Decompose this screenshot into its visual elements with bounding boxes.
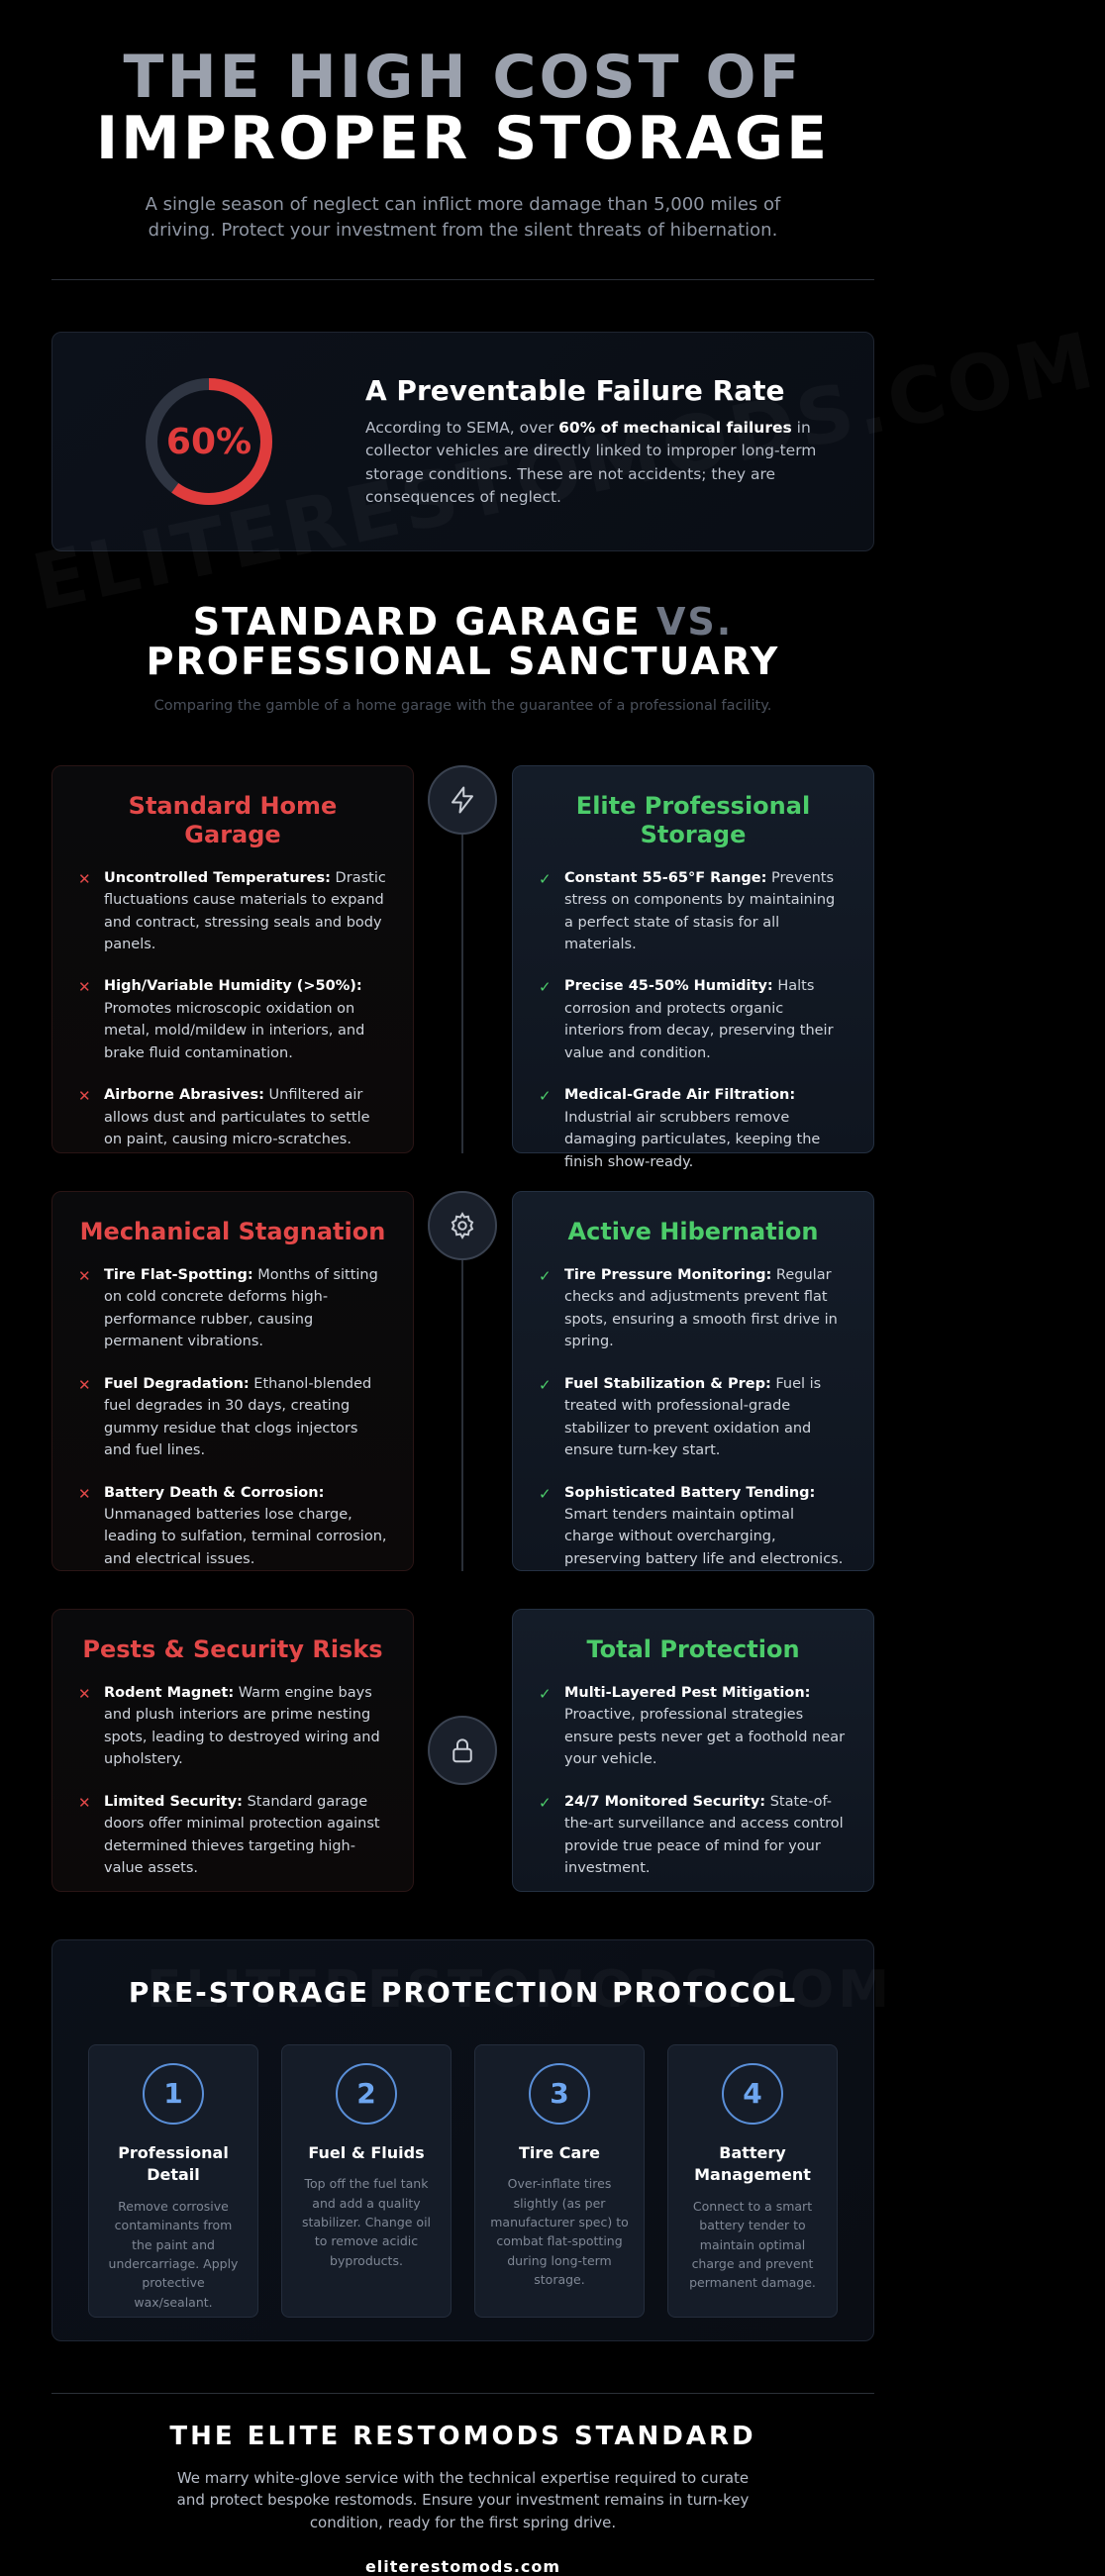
list-item: [539, 975, 848, 1064]
body-prefix: According to SEMA, over: [365, 419, 559, 438]
lightning-icon: [448, 785, 477, 815]
list-item: [539, 1264, 848, 1353]
list-item: [78, 1682, 387, 1771]
card-standard-garage: [51, 765, 414, 1153]
item-text: Halts corrosion and protects organic interiors from decay, preserving their value and condition.: [564, 978, 834, 1061]
x-icon: ✕: [78, 978, 91, 997]
protocol-step: [281, 2044, 452, 2318]
list-item: [539, 1084, 848, 1173]
x-icon: ✕: [78, 1793, 91, 1812]
item-text: Smart tenders maintain optimal charge without overcharging, preserving battery life and electronics.: [564, 1506, 844, 1567]
comparison-title-line2: PROFESSIONAL SANCTUARY: [146, 640, 780, 684]
protocol-step: [667, 2044, 838, 2318]
item-text: State-of-the-art surveillance and access control provide true peace of mind for your investment.: [564, 1793, 844, 1877]
list-item: [78, 867, 387, 956]
percent-label: 60%: [165, 421, 252, 462]
risk-list: [78, 1264, 387, 1571]
item-label: Airborne Abrasives:: [104, 1087, 264, 1104]
item-text: Unfiltered air allows dust and particulates to settle on paint, causing micro-scratches.: [104, 1087, 370, 1148]
item-label: Rodent Magnet:: [104, 1684, 235, 1701]
page-footer: [51, 2393, 874, 2576]
list-item: [78, 1791, 387, 1880]
risk-list: [78, 1682, 387, 1880]
protocol-step: [474, 2044, 645, 2318]
item-label: Constant 55-65°F Range:: [564, 869, 767, 886]
item-text: Ethanol-blended fuel degrades in 30 days, creating gummy residue that clogs injectors and fuel lines.: [104, 1375, 372, 1459]
comparison-header: [51, 600, 874, 714]
comparison-title: [51, 600, 874, 684]
x-icon: ✕: [78, 1684, 91, 1703]
comparison-title-part1: STANDARD GARAGE: [192, 600, 656, 644]
item-label: 24/7 Monitored Security:: [564, 1793, 766, 1810]
benefit-list: [539, 1264, 848, 1571]
comparison-row-security: [51, 1609, 874, 1892]
item-label: Precise 45-50% Humidity:: [564, 978, 773, 995]
list-item: [78, 1084, 387, 1150]
item-text: Warm engine bays and plush interiors are prime nesting spots, leading to destroyed wiring and upholstery.: [104, 1684, 380, 1768]
list-item: [539, 1791, 848, 1880]
check-icon: ✓: [539, 1087, 552, 1106]
protocol-title: PRE-STORAGE PROTECTION PROTOCOL: [128, 1975, 798, 2009]
comparison-subtitle: Comparing the gamble of a home garage with the guarantee of a professional facility.: [153, 697, 772, 714]
gear-icon: [448, 1211, 477, 1240]
x-icon: ✕: [78, 1375, 91, 1394]
page-title: [51, 43, 874, 173]
card-elite-storage: [512, 765, 874, 1170]
check-icon: ✓: [539, 1684, 552, 1703]
item-label: Fuel Stabilization & Prep:: [564, 1375, 771, 1392]
benefit-list: [539, 867, 848, 1174]
x-icon: ✕: [78, 1266, 91, 1285]
step-body: Top off the fuel tank and add a quality stabilizer. Change oil to remove acidic byproducts.: [301, 2176, 432, 2268]
list-item: [78, 1373, 387, 1462]
hero-header: [51, 0, 874, 244]
card-title: Active Hibernation: [567, 1217, 819, 1245]
check-icon: ✓: [539, 978, 552, 997]
item-text: Unmanaged batteries lose charge, leading to sulfation, terminal corrosion, and electrical issues.: [104, 1506, 387, 1567]
step-title: Tire Care: [519, 2142, 600, 2162]
x-icon: ✕: [78, 869, 91, 888]
risk-list: [78, 867, 387, 1151]
list-item: [78, 1482, 387, 1571]
list-item: [78, 975, 387, 1064]
step-title: Battery Management: [694, 2142, 811, 2185]
item-text: Proactive, professional strategies ensure pests never get a foothold near your vehicle.: [564, 1707, 846, 1768]
item-text: Months of sitting on cold concrete deforms high-performance rubber, causing permanent vibrations.: [104, 1266, 378, 1350]
card-title: Standard Home Garage: [128, 791, 338, 848]
check-icon: ✓: [539, 869, 552, 888]
item-text: Drastic fluctuations cause materials to expand and contract, stressing seals and body panels.: [104, 869, 386, 952]
comparison-row-climate: [51, 765, 874, 1170]
item-text: Industrial air scrubbers remove damaging particulates, keeping the finish show-ready.: [564, 1109, 821, 1170]
row-connector: [461, 835, 463, 1153]
protocol-step: [88, 2044, 258, 2318]
protocol-section: [51, 1939, 874, 2341]
footer-title: THE ELITE RESTOMODS STANDARD: [169, 2421, 756, 2451]
step-body: Connect to a smart battery tender to maintain optimal charge and prevent permanent damage.: [689, 2198, 816, 2291]
list-item: [539, 1373, 848, 1462]
item-label: Battery Death & Corrosion:: [104, 1484, 325, 1501]
step-number: 1: [143, 2063, 204, 2125]
step-body: Over-inflate tires slightly (as per manufacturer spec) to combat flat-spotting during long-term storage.: [490, 2176, 629, 2288]
percent-ring: [142, 374, 276, 509]
card-pests-security: [51, 1609, 414, 1892]
check-icon: ✓: [539, 1266, 552, 1285]
footer-body: We marry white-glove service with the technical expertise required to curate and protect bespoke restomods. Ensure your investment remains in turn-key condition, ready for the first spring drive.: [176, 2468, 750, 2531]
page-subtitle: A single season of neglect can inflict more damage than 5,000 miles of driving. Protect your investment from the silent threats of hibernation.: [145, 194, 781, 242]
item-text: Promotes microscopic oxidation on metal, mold/mildew in interiors, and brake fluid contamination.: [104, 1000, 365, 1061]
failure-rate-body: [365, 417, 841, 509]
check-icon: ✓: [539, 1484, 552, 1503]
hub-icon: [428, 1716, 497, 1785]
item-label: High/Variable Humidity (>50%):: [104, 978, 362, 995]
list-item: [539, 1482, 848, 1571]
x-icon: ✕: [78, 1484, 91, 1503]
item-label: Sophisticated Battery Tending:: [564, 1484, 816, 1501]
step-number: 3: [529, 2063, 590, 2125]
failure-rate-title: A Preventable Failure Rate: [365, 374, 785, 408]
check-icon: ✓: [539, 1793, 552, 1812]
item-label: Uncontrolled Temperatures:: [104, 869, 331, 886]
card-title: Pests & Security Risks: [82, 1635, 383, 1663]
comparison-row-mechanical: [51, 1191, 874, 1571]
benefit-list: [539, 1682, 848, 1880]
list-item: [78, 1264, 387, 1353]
card-mechanical-stagnation: [51, 1191, 414, 1571]
card-total-protection: [512, 1609, 874, 1892]
header-divider: [51, 279, 874, 280]
website-link[interactable]: eliterestomods.com: [364, 2557, 561, 2576]
item-text: Regular checks and adjustments prevent flat spots, ensuring a smooth first drive in spring.: [564, 1266, 838, 1350]
failure-rate-card: [51, 332, 874, 551]
check-icon: ✓: [539, 1375, 552, 1394]
page-title-line2: IMPROPER STORAGE: [95, 104, 831, 173]
card-title: Elite Professional Storage: [575, 791, 811, 848]
card-title: Total Protection: [586, 1635, 800, 1663]
hub-icon: [428, 765, 497, 835]
protocol-steps: [88, 2044, 838, 2318]
hub-icon: [428, 1191, 497, 1260]
item-label: Tire Flat-Spotting:: [104, 1266, 253, 1283]
step-title: Professional Detail: [118, 2142, 229, 2185]
body-suffix: in collector vehicles are directly linked to improper long-term storage conditions. These are not accidents; they are consequences of neglect.: [365, 419, 817, 506]
step-number: 4: [722, 2063, 783, 2125]
item-text: Prevents stress on components by maintaining a perfect state of stasis for all materials.: [564, 869, 836, 952]
x-icon: ✕: [78, 1087, 91, 1106]
failure-rate-text: [365, 374, 841, 509]
item-label: Fuel Degradation:: [104, 1375, 250, 1392]
lock-icon: [448, 1735, 477, 1765]
list-item: [539, 1682, 848, 1771]
row-connector: [461, 1260, 463, 1571]
item-text: Fuel is treated with professional-grade stabilizer to prevent oxidation and ensure turn-key start.: [564, 1375, 822, 1459]
comparison-title-vs: VS.: [655, 600, 734, 644]
step-title: Fuel & Fluids: [308, 2142, 425, 2162]
card-title: Mechanical Stagnation: [79, 1217, 386, 1245]
card-active-hibernation: [512, 1191, 874, 1571]
item-text: Standard garage doors offer minimal protection against determined thieves targeting high-value assets.: [104, 1793, 380, 1877]
step-body: Remove corrosive contaminants from the paint and undercarriage. Apply protective wax/sealant.: [108, 2198, 239, 2310]
item-label: Medical-Grade Air Filtration:: [564, 1087, 796, 1104]
body-bold: 60% of mechanical failures: [558, 419, 792, 438]
step-number: 2: [336, 2063, 397, 2125]
list-item: [539, 867, 848, 956]
page-title-line1: THE HIGH COST OF: [123, 43, 803, 112]
item-label: Tire Pressure Monitoring:: [564, 1266, 772, 1283]
item-label: Limited Security:: [104, 1793, 243, 1810]
item-label: Multi-Layered Pest Mitigation:: [564, 1684, 811, 1701]
